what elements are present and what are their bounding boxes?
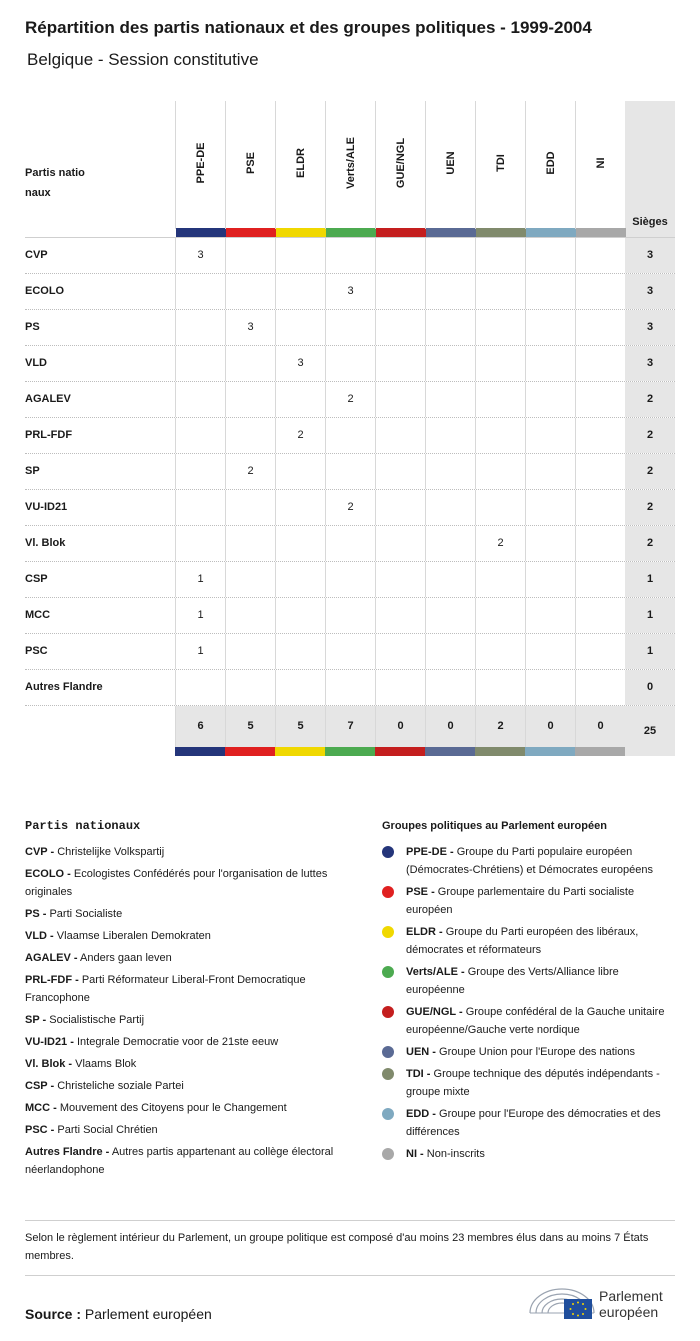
party-legend-item: [25, 1055, 345, 1073]
seat-value-cell: [475, 598, 525, 633]
party-name: PSC: [25, 645, 48, 657]
party-name: ECOLO: [25, 285, 65, 297]
seat-value-cell: [475, 274, 525, 309]
seat-value-cell: [525, 310, 575, 345]
group-legend-abbr: PPE-DE -: [406, 846, 454, 858]
party-seats-total: 3: [625, 274, 675, 309]
seat-value-cell: [275, 382, 325, 417]
seat-value-cell: [275, 634, 325, 669]
group-legend-name: Groupe du Parti européen des libéraux, démocrates et réformateurs: [406, 926, 639, 956]
group-header-label: GUE/NGL: [395, 137, 407, 189]
party-legend-abbr: AGALEV -: [25, 952, 78, 964]
group-color-swatch: [425, 747, 475, 756]
seat-value-cell: [575, 418, 625, 453]
seat-value-cell: [425, 598, 475, 633]
group-color-swatch: [275, 747, 325, 756]
table-row: [25, 633, 675, 669]
party-seats-total: 0: [625, 670, 675, 705]
group-total: 0: [425, 706, 475, 747]
group-color-dot-icon: [382, 926, 394, 938]
group-color-swatch: [175, 747, 225, 756]
parties-legend-heading: Partis nationaux: [25, 819, 141, 833]
party-legend-item: [25, 1143, 345, 1179]
group-color-swatch: [226, 228, 276, 237]
group-color-dot-icon: [382, 1068, 394, 1080]
group-legend-item: [382, 1003, 675, 1039]
table-header: [25, 101, 675, 237]
table-row: [25, 669, 675, 705]
party-legend-item: [25, 1121, 345, 1139]
seat-value-cell: 3: [225, 310, 275, 345]
group-header-label: UEN: [445, 151, 457, 175]
seat-value-cell: [275, 274, 325, 309]
party-legend-item: [25, 1077, 345, 1095]
seat-value-cell: [225, 634, 275, 669]
group-header-label: EDD: [545, 151, 557, 175]
group-legend-abbr: GUE/NGL -: [406, 1006, 463, 1018]
seat-value-cell: [175, 310, 225, 345]
party-legend-item: [25, 1099, 345, 1117]
seat-value-cell: [525, 562, 575, 597]
group-color-swatch: [325, 747, 375, 756]
party-legend-item: [25, 971, 345, 1007]
group-color-dot-icon: [382, 1108, 394, 1120]
source-line: [25, 1306, 212, 1322]
seat-value-cell: [575, 310, 625, 345]
seat-value-cell: [475, 238, 525, 273]
seat-value-cell: [275, 454, 325, 489]
group-total: 5: [275, 706, 325, 747]
seat-value-cell: [425, 418, 475, 453]
seat-value-cell: [375, 418, 425, 453]
seat-value-cell: [375, 454, 425, 489]
group-legend-name: Groupe confédéral de la Gauche unitaire européenne/Gauche verte nordique: [406, 1006, 665, 1036]
seat-value-cell: [575, 382, 625, 417]
group-legend-item: [382, 1145, 675, 1163]
party-legend-abbr: PRL-FDF -: [25, 974, 79, 986]
seat-value-cell: [325, 238, 375, 273]
total-seats: 25: [625, 706, 675, 756]
seat-value-cell: [425, 346, 475, 381]
party-legend-abbr: CSP -: [25, 1080, 55, 1092]
seat-value-cell: [275, 598, 325, 633]
party-name: PS: [25, 321, 40, 333]
seat-value-cell: [175, 670, 225, 705]
group-color-swatch: [225, 747, 275, 756]
seat-value-cell: [375, 382, 425, 417]
seat-value-cell: [175, 418, 225, 453]
group-color-dot-icon: [382, 1006, 394, 1018]
group-legend-abbr: PSE -: [406, 886, 435, 898]
group-column-header: [175, 101, 226, 229]
group-total: 0: [375, 706, 425, 747]
seat-value-cell: [525, 382, 575, 417]
parliament-logo: [528, 1283, 678, 1323]
totals-row: [25, 705, 675, 756]
group-total: 5: [225, 706, 275, 747]
seat-value-cell: [475, 490, 525, 525]
party-legend-item: [25, 1033, 345, 1051]
seat-value-cell: [525, 274, 575, 309]
party-legend-item: [25, 865, 345, 901]
seat-value-cell: [425, 634, 475, 669]
group-total: 7: [325, 706, 375, 747]
seat-value-cell: [375, 526, 425, 561]
party-name: SP: [25, 465, 40, 477]
seat-value-cell: 3: [275, 346, 325, 381]
parties-legend: [25, 817, 345, 1183]
seat-value-cell: [375, 238, 425, 273]
group-color-swatch: [475, 747, 525, 756]
seat-value-cell: [175, 454, 225, 489]
seat-value-cell: [425, 274, 475, 309]
seat-value-cell: [225, 418, 275, 453]
party-seats-total: 3: [625, 346, 675, 381]
group-header-label: TDI: [495, 154, 507, 172]
seats-header-label: Sièges: [632, 216, 668, 228]
seat-value-cell: [425, 562, 475, 597]
party-legend-name: Integrale Democratie voor de 21ste eeuw: [76, 1036, 279, 1048]
seat-value-cell: [475, 418, 525, 453]
seat-value-cell: [325, 670, 375, 705]
seat-value-cell: [175, 382, 225, 417]
table-row: [25, 525, 675, 561]
group-color-swatch: [326, 228, 376, 237]
seat-value-cell: [175, 346, 225, 381]
group-legend-item: [382, 883, 675, 919]
group-legend-name: Groupe du Parti populaire européen (Démocrates-Chrétiens) et Démocrates européens: [406, 846, 653, 876]
group-legend-item: [382, 1043, 675, 1061]
seat-value-cell: [275, 526, 325, 561]
seat-value-cell: [525, 634, 575, 669]
party-seats-total: 3: [625, 238, 675, 273]
hemicycle-icon: [528, 1283, 596, 1323]
group-color-swatch: [375, 747, 425, 756]
seat-value-cell: [375, 598, 425, 633]
group-legend-name: Groupe Union pour l'Europe des nations: [439, 1046, 635, 1058]
party-legend-item: [25, 843, 345, 861]
party-seats-total: 2: [625, 418, 675, 453]
seat-value-cell: [475, 382, 525, 417]
group-legend-item: [382, 843, 675, 879]
group-color-dot-icon: [382, 846, 394, 858]
party-seats-total: 1: [625, 634, 675, 669]
seat-value-cell: [225, 238, 275, 273]
party-legend-name: Autres partis appartenant au collège électoral néerlandophone: [25, 1146, 334, 1176]
party-legend-item: [25, 1011, 345, 1029]
group-color-dot-icon: [382, 1046, 394, 1058]
group-legend-name: Groupe technique des députés indépendants - groupe mixte: [406, 1068, 660, 1098]
group-legend-item: [382, 1065, 675, 1101]
seat-value-cell: 3: [325, 274, 375, 309]
group-header-label: PPE-DE: [195, 142, 207, 184]
groups-legend-heading: Groupes politiques au Parlement européen: [382, 820, 607, 832]
table-row: [25, 309, 675, 345]
table-row: [25, 561, 675, 597]
party-legend-name: Parti Social Chrétien: [57, 1124, 158, 1136]
group-header-label: NI: [595, 157, 607, 169]
group-header-label: PSE: [245, 151, 257, 175]
party-legend-item: [25, 905, 345, 923]
party-name: CVP: [25, 249, 48, 261]
group-column-header: [325, 101, 376, 229]
seat-table: [25, 101, 675, 756]
table-row: [25, 273, 675, 309]
seat-value-cell: [325, 310, 375, 345]
seat-value-cell: [225, 382, 275, 417]
group-color-swatch: [176, 228, 226, 237]
party-legend-abbr: MCC -: [25, 1102, 57, 1114]
group-color-swatch: [525, 747, 575, 756]
seat-value-cell: [525, 670, 575, 705]
group-color-swatch: [575, 747, 625, 756]
page-title: Répartition des partis nationaux et des groupes politiques - 1999-2004: [25, 18, 592, 37]
party-legend-name: Vlaamse Liberalen Demokraten: [56, 930, 211, 942]
party-name: CSP: [25, 573, 48, 585]
source-label: Source :: [25, 1306, 82, 1322]
group-legend-abbr: Verts/ALE -: [406, 966, 465, 978]
party-legend-abbr: PSC -: [25, 1124, 55, 1136]
seat-value-cell: [425, 490, 475, 525]
party-seats-total: 2: [625, 490, 675, 525]
group-color-swatch: [426, 228, 476, 237]
group-column-header: [275, 101, 326, 229]
seat-value-cell: 2: [225, 454, 275, 489]
seat-value-cell: [425, 454, 475, 489]
party-name: Autres Flandre: [25, 681, 103, 693]
group-total: 0: [525, 706, 575, 747]
seat-value-cell: [275, 238, 325, 273]
party-seats-total: 2: [625, 382, 675, 417]
seat-value-cell: [225, 670, 275, 705]
party-legend-abbr: Autres Flandre -: [25, 1146, 110, 1158]
seat-value-cell: [175, 274, 225, 309]
seat-value-cell: [225, 562, 275, 597]
party-seats-total: 1: [625, 562, 675, 597]
group-column-header: [525, 101, 576, 229]
group-legend-item: [382, 963, 675, 999]
seat-value-cell: [575, 562, 625, 597]
party-legend-item: [25, 927, 345, 945]
rules-note: Selon le règlement intérieur du Parlement, un groupe politique est composé d'au moins 23 membres élus dans au moins 7 États membres.: [25, 1220, 675, 1276]
group-legend-name: Groupe parlementaire du Parti socialiste européen: [406, 886, 635, 916]
party-name: Vl. Blok: [25, 537, 66, 549]
seat-value-cell: [225, 598, 275, 633]
seat-value-cell: [225, 346, 275, 381]
group-legend-item: [382, 1105, 675, 1141]
seat-value-cell: [225, 526, 275, 561]
seat-value-cell: [525, 418, 575, 453]
seat-value-cell: 2: [475, 526, 525, 561]
party-legend-abbr: ECOLO -: [25, 868, 71, 880]
seat-value-cell: 2: [275, 418, 325, 453]
seat-value-cell: [325, 598, 375, 633]
group-total: 0: [575, 706, 625, 747]
seat-value-cell: [425, 526, 475, 561]
party-legend-name: Vlaams Blok: [75, 1058, 137, 1070]
seat-value-cell: [375, 634, 425, 669]
party-name: PRL-FDF: [25, 429, 73, 441]
seat-value-cell: [575, 454, 625, 489]
table-row: [25, 489, 675, 525]
seat-value-cell: [425, 670, 475, 705]
seat-value-cell: [375, 562, 425, 597]
party-seats-total: 1: [625, 598, 675, 633]
seat-value-cell: [575, 634, 625, 669]
seat-value-cell: [575, 490, 625, 525]
seat-value-cell: [175, 490, 225, 525]
seat-value-cell: [275, 310, 325, 345]
table-row: [25, 597, 675, 633]
party-legend-name: Christeliche soziale Partei: [57, 1080, 184, 1092]
table-row: [25, 345, 675, 381]
party-legend-abbr: CVP -: [25, 846, 55, 858]
seat-value-cell: [475, 634, 525, 669]
group-column-header: [225, 101, 276, 229]
seat-value-cell: [325, 418, 375, 453]
groups-legend: [382, 817, 675, 1167]
seat-value-cell: [575, 346, 625, 381]
party-legend-name: Parti Socialiste: [49, 908, 123, 920]
seat-value-cell: [475, 454, 525, 489]
group-color-dot-icon: [382, 966, 394, 978]
seat-value-cell: [475, 310, 525, 345]
group-color-dot-icon: [382, 886, 394, 898]
seat-value-cell: [325, 454, 375, 489]
page-subtitle: Belgique - Session constitutive: [27, 50, 259, 69]
group-total: 6: [175, 706, 225, 747]
party-legend-name: Socialistische Partij: [49, 1014, 145, 1026]
seat-value-cell: [575, 274, 625, 309]
seat-value-cell: [525, 598, 575, 633]
party-legend-name: Ecologistes Confédérés pour l'organisation de luttes originales: [25, 868, 328, 898]
table-row: [25, 381, 675, 417]
party-column-header: Partis nationaux: [25, 167, 85, 199]
seat-value-cell: [425, 238, 475, 273]
seat-value-cell: [525, 238, 575, 273]
party-legend-abbr: VLD -: [25, 930, 54, 942]
seat-value-cell: 1: [175, 634, 225, 669]
seat-value-cell: [375, 310, 425, 345]
group-color-swatch: [526, 228, 576, 237]
party-name: VLD: [25, 357, 47, 369]
seats-column-header: [625, 101, 675, 237]
group-column-header: [475, 101, 526, 229]
seat-value-cell: [475, 346, 525, 381]
party-seats-total: 2: [625, 526, 675, 561]
group-legend-abbr: TDI -: [406, 1068, 431, 1080]
group-color-swatch: [576, 228, 626, 237]
group-column-header: [575, 101, 626, 229]
group-legend-abbr: NI -: [406, 1148, 424, 1160]
group-legend-abbr: EDD -: [406, 1108, 436, 1120]
group-column-header: [375, 101, 426, 229]
group-color-swatch: [476, 228, 526, 237]
seat-value-cell: [325, 634, 375, 669]
seat-value-cell: 2: [325, 382, 375, 417]
party-legend-name: Parti Réformateur Liberal-Front Democratique Francophone: [25, 974, 306, 1004]
seat-value-cell: [325, 562, 375, 597]
group-color-swatch: [376, 228, 426, 237]
party-legend-abbr: PS -: [25, 908, 47, 920]
party-name: AGALEV: [25, 393, 71, 405]
party-legend-abbr: VU-ID21 -: [25, 1036, 74, 1048]
group-legend-name: Groupe pour l'Europe des démocraties et des différences: [406, 1108, 661, 1138]
seat-value-cell: [225, 490, 275, 525]
seat-value-cell: [325, 346, 375, 381]
seat-value-cell: [375, 274, 425, 309]
seat-value-cell: [575, 238, 625, 273]
seat-value-cell: [425, 382, 475, 417]
logo-line-2: européen: [599, 1304, 659, 1320]
group-legend-item: [382, 923, 675, 959]
seat-value-cell: [475, 670, 525, 705]
seat-value-cell: [425, 310, 475, 345]
party-name: VU-ID21: [25, 501, 68, 513]
party-legend-name: Christelijke Volkspartij: [57, 846, 165, 858]
group-color-dot-icon: [382, 1148, 394, 1160]
seat-value-cell: [175, 526, 225, 561]
group-legend-abbr: ELDR -: [406, 926, 443, 938]
seat-value-cell: [375, 490, 425, 525]
table-row: [25, 237, 675, 273]
group-header-label: Verts/ALE: [345, 137, 357, 189]
group-legend-name: Non-inscrits: [426, 1148, 485, 1160]
group-legend-name: Groupe des Verts/Alliance libre européenne: [406, 966, 619, 996]
seat-value-cell: 1: [175, 562, 225, 597]
seat-value-cell: [525, 346, 575, 381]
seat-value-cell: 3: [175, 238, 225, 273]
seat-value-cell: [275, 490, 325, 525]
party-legend-abbr: SP -: [25, 1014, 47, 1026]
party-legend-abbr: Vl. Blok -: [25, 1058, 73, 1070]
seat-value-cell: [525, 526, 575, 561]
logo-text: [599, 1288, 663, 1320]
seat-value-cell: [575, 598, 625, 633]
group-total: 2: [475, 706, 525, 747]
group-column-header: [425, 101, 476, 229]
group-legend-abbr: UEN -: [406, 1046, 436, 1058]
party-legend-item: [25, 949, 345, 967]
seat-value-cell: [525, 490, 575, 525]
table-row: [25, 453, 675, 489]
party-name: MCC: [25, 609, 51, 621]
seat-value-cell: [325, 526, 375, 561]
seat-value-cell: [225, 274, 275, 309]
group-header-label: ELDR: [295, 148, 307, 178]
seat-value-cell: [475, 562, 525, 597]
seat-value-cell: [525, 454, 575, 489]
party-legend-name: Mouvement des Citoyens pour le Changement: [59, 1102, 287, 1114]
seat-value-cell: 2: [325, 490, 375, 525]
seat-value-cell: 1: [175, 598, 225, 633]
group-color-swatch: [276, 228, 326, 237]
seat-value-cell: [275, 562, 325, 597]
seat-value-cell: [575, 526, 625, 561]
seat-value-cell: [375, 346, 425, 381]
table-row: [25, 417, 675, 453]
seat-value-cell: [375, 670, 425, 705]
seat-value-cell: [275, 670, 325, 705]
logo-line-1: Parlement: [599, 1288, 663, 1304]
seat-value-cell: [575, 670, 625, 705]
source-value: Parlement européen: [84, 1306, 212, 1322]
party-legend-name: Anders gaan leven: [80, 952, 172, 964]
party-seats-total: 2: [625, 454, 675, 489]
party-seats-total: 3: [625, 310, 675, 345]
